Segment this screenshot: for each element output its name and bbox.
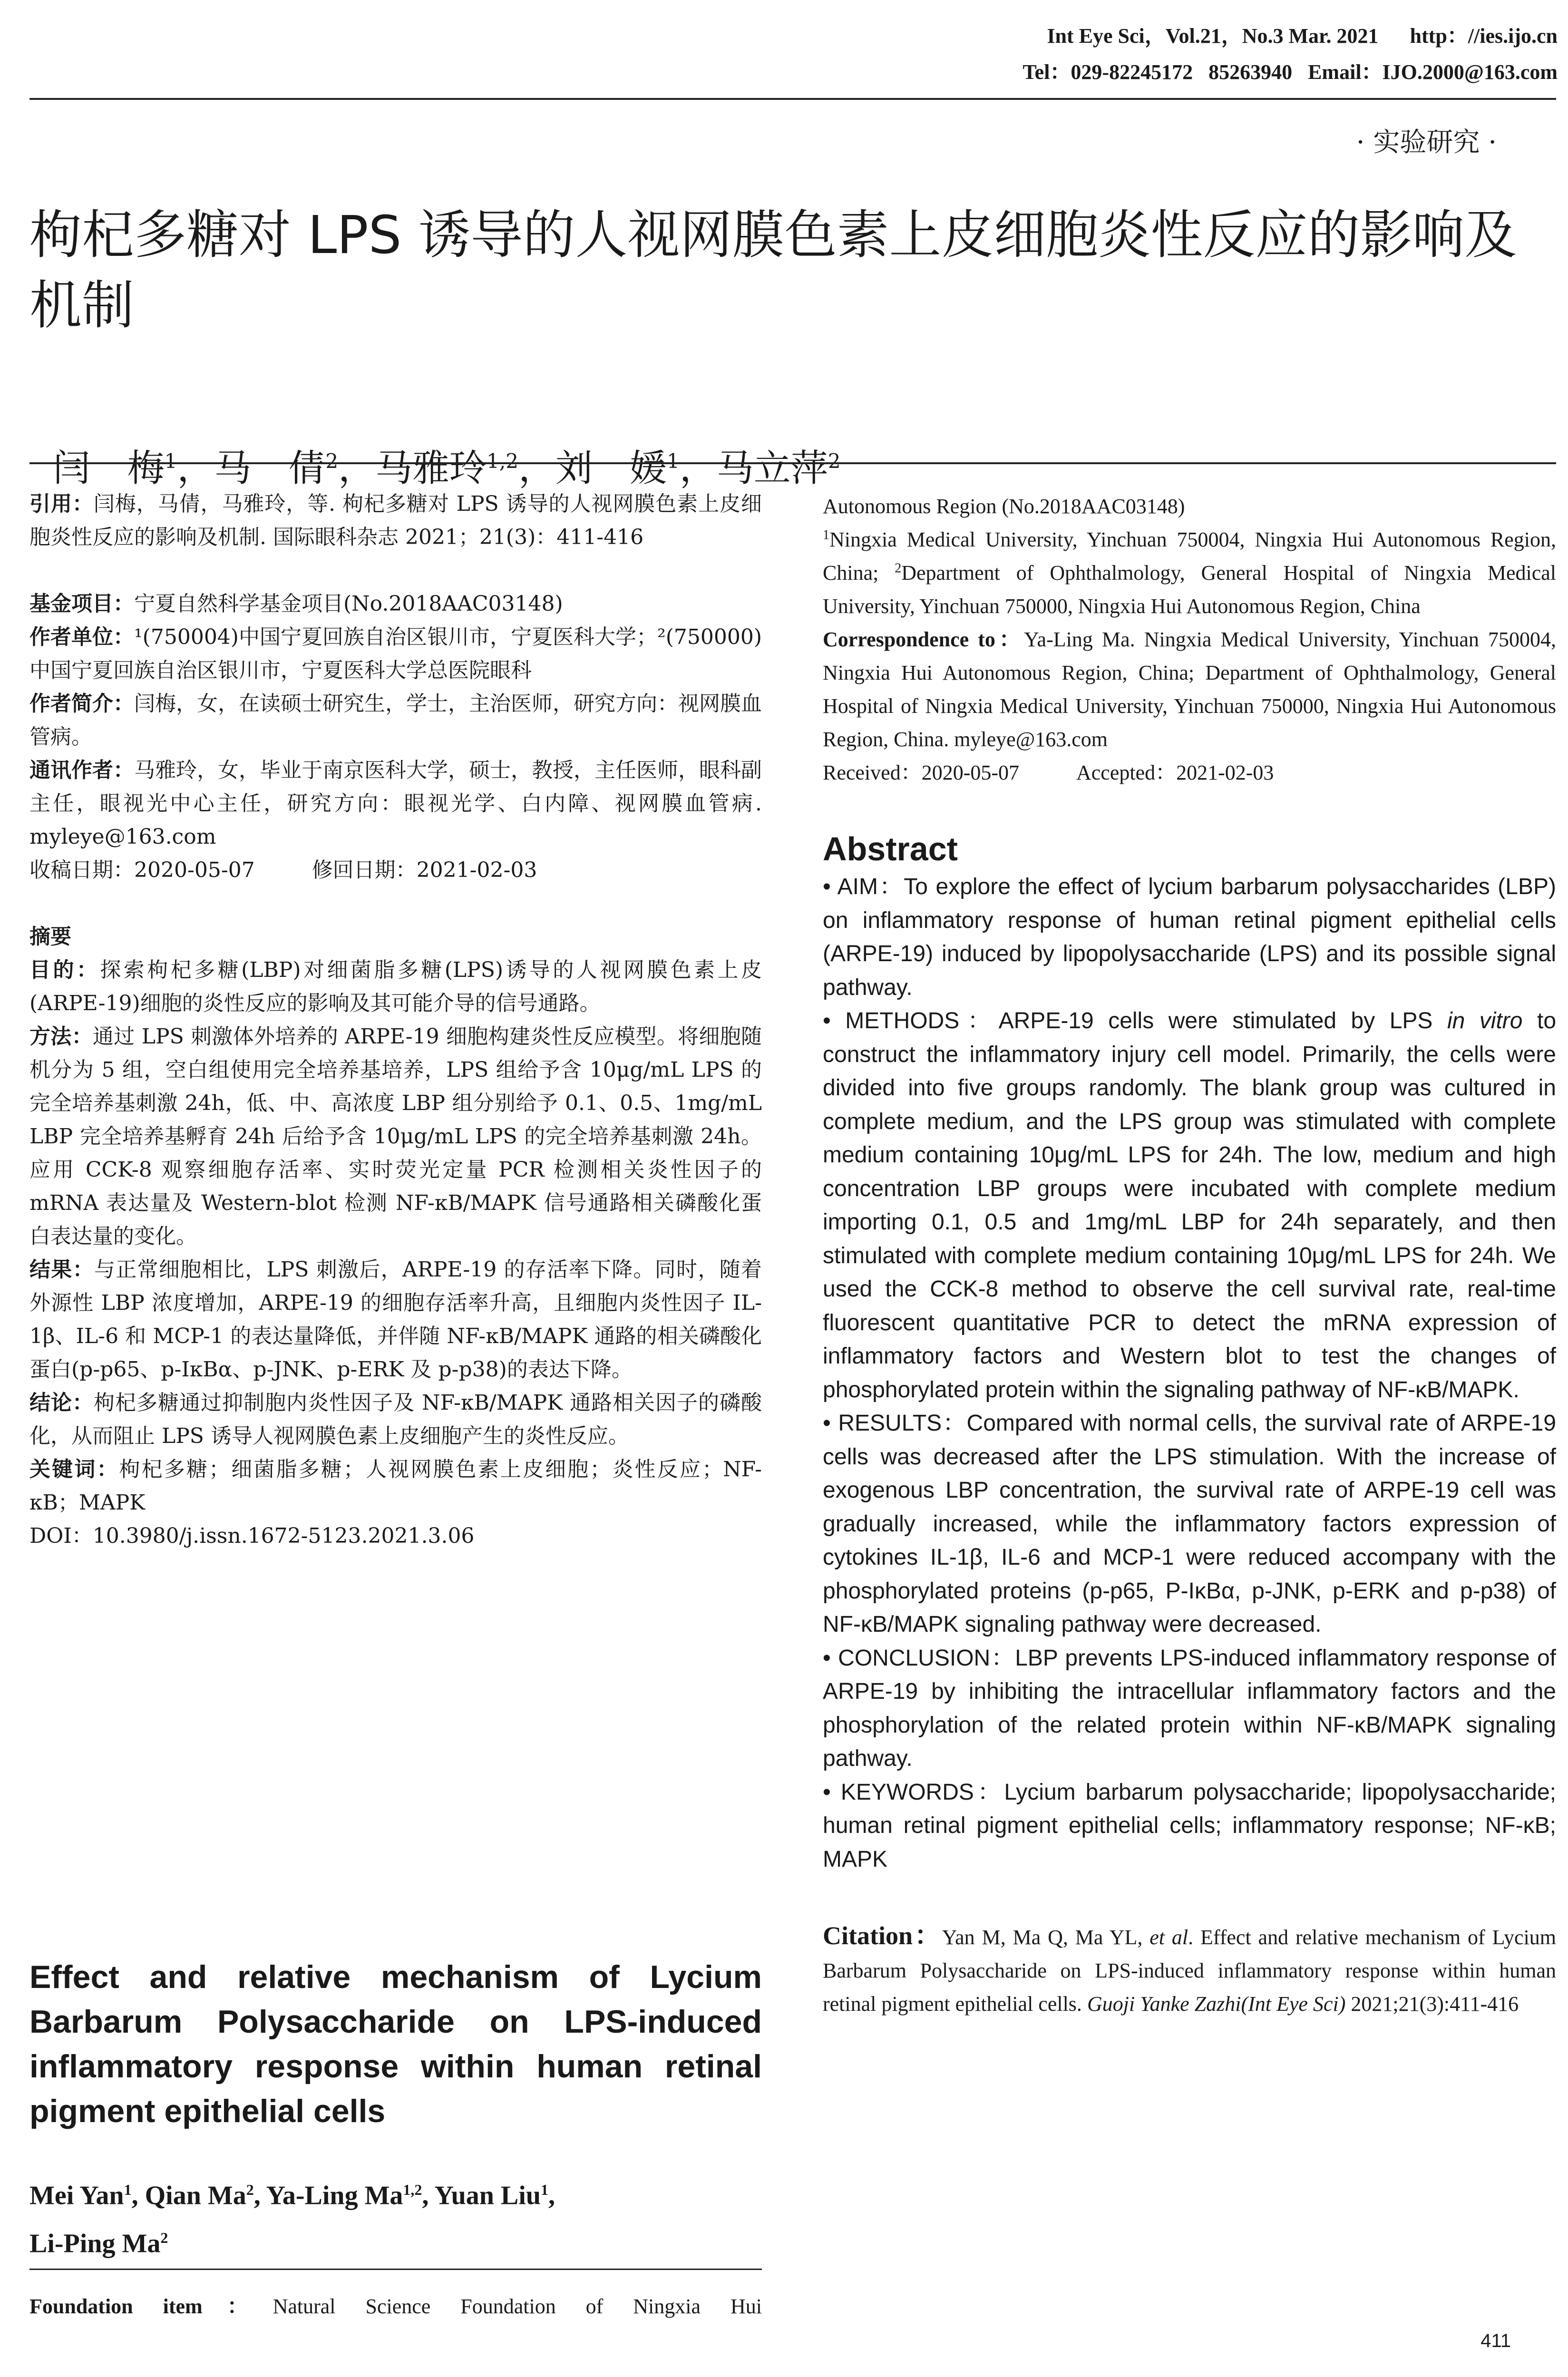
correspondence-en: Correspondence to：Ya-Ling Ma. Ningxia Medical University, Yinchuan 750004, Ningxia Hui Autonomous Region, China; Department of Ophthalmology, General Hospital of Ningxia Medical University, Yinchuan 750000, Ningxia Hui Autonomous Region, China. myleye@163.com: [823, 628, 1556, 751]
affiliations-en: $^1$Ningxia Medical University, Yinchuan 750004, Ningxia Hui Autonomous Region, China; $^2$Department of Ophthalmology, General Hospital of Ningxia Medical University, Yinchuan 750000, Ningxia Hui Autonomous Region, China: [823, 527, 1556, 618]
foundation-en: Foundation item：Natural Science Foundation of Ningxia Hui: [29, 2295, 762, 2318]
abstract-body-en: [823, 870, 1556, 1876]
citation-cn: 引用：闫梅，马倩，马雅玲，等. 枸杞多糖对 LPS 诱导的人视网膜色素上皮细胞炎性反应的影响及机制. 国际眼科杂志 2021；21(3)：411-416: [29, 492, 762, 549]
conclusion-cn: 结论：枸杞多糖通过抑制胞内炎性因子及 NF-κB/MAPK 通路相关因子的磷酸化，从而阻止 LPS 诱导人视网膜色素上皮细胞产生的炎性反应。: [29, 1391, 762, 1448]
journal-header-line2: Tel：029-82245172 85263940 Email：IJO.2000@163.com: [1023, 60, 1558, 84]
author-list-en: Mei Yan$^1$, Qian Ma$^2$, Ya-Ling Ma$^{1,2}$, Yuan Liu$^1$, Li-Ping Ma$^2$: [29, 2181, 555, 2259]
left-column: [29, 487, 762, 1553]
header-rule: [29, 98, 1556, 100]
author-cn: 刘 媛: [555, 447, 667, 490]
right-column: [823, 490, 1556, 2021]
keywords-cn: 关键词：枸杞多糖；细菌脂多糖；人视网膜色素上皮细胞；炎性反应；NF-κB；MAPK: [29, 1457, 762, 1515]
foundation-rule: [29, 2269, 762, 2270]
aim-cn: 目的：探索枸杞多糖(LBP)对细菌脂多糖(LPS)诱导的人视网膜色素上皮(ARPE-19)细胞的炎性反应的影响及其可能介导的信号通路。: [29, 958, 762, 1015]
section-label: · 实验研究 ·: [1356, 127, 1497, 158]
abstract-head-en: Abstract: [823, 830, 958, 867]
author-en: Yuan Liu: [434, 2181, 541, 2211]
dates-en: Received：2020-05-07 Accepted：2021-02-03: [823, 761, 1274, 784]
author-cn: 马雅玲: [375, 447, 487, 490]
page-number: 411: [1480, 2330, 1511, 2351]
methods-en: • METHODS：ARPE-19 cells were stimulated by LPS in vitro to construct the inflammatory injury cell model. Primarily, the cells were divided into five groups randomly. The blank group was cultured in complete medium, and the LPS group was stimulated with complete medium containing 10μg/mL LPS for 24h. The low, medium and high concentration LBP groups were incubated with complete medium importing 0.1, 0.5 and 1mg/mL LBP for 24h separately, and then stimulated with complete medium containing 10μg/mL LPS for 24h. We used the CCK-8 method to observe the cell survival rate, real-time fluorescent quantitative PCR to detect the mRNA expression of inflammatory factors and Western blot to test the changes of phosphorylated protein within the signaling pathway of NF-κB/MAPK.: [823, 1008, 1557, 1403]
corr-cn: 通讯作者：马雅玲，女，毕业于南京医科大学，硕士，教授，主任医师，眼科副主任，眼视光中心主任，研究方向：眼视光学、白内障、视网膜血管病. myleye@163.com: [29, 758, 762, 849]
results-cn: 结果：与正常细胞相比，LPS 刺激后，ARPE-19 的存活率下降。同时，随着外源性 LBP 浓度增加，ARPE-19 的细胞存活率升高，且细胞内炎性因子 IL-1β、IL-6 和 MCP-1 的表达量降低，并伴随 NF-κB/MAPK 通路的相关磷酸化蛋白(p-p65、p-IκBα、p-JNK、p-ERK 及 p-p38)的表达下降。: [29, 1257, 762, 1382]
conclusion-en: • CONCLUSION：LBP prevents LPS-induced inflammatory response of ARPE-19 by inhibiting the intracellular inflammatory factors and the phosphorylation of the related protein within NF-κB/MAPK signaling pathway.: [823, 1645, 1556, 1771]
author-en: Ya-Ling Ma: [266, 2181, 403, 2211]
citation-en: Citation：Yan M, Ma Q, Ma YL, et al. Effect and relative mechanism of Lycium Barbarum Polysaccharide on LPS-induced inflammatory response within human retinal pigment epithelial cells. Guoji Yanke Zazhi(Int Eye Sci) 2021;21(3):411-416: [823, 1921, 1557, 2016]
title-rule: [29, 462, 1556, 464]
author-en: Qian Ma: [145, 2181, 246, 2211]
abstract-head-cn: 摘要: [29, 925, 71, 949]
keywords-en: • KEYWORDS：Lycium barbarum polysaccharide; lipopolysaccharide; human retinal pigment epithelial cells; inflammatory response; NF-κB; MAPK: [823, 1779, 1556, 1872]
author-cn: 马立萍: [716, 447, 828, 490]
fund-cn: 基金项目：宁夏自然科学基金项目(No.2018AAC03148): [29, 592, 563, 616]
foundation-en-cont: Autonomous Region (No.2018AAC03148): [823, 495, 1185, 518]
author-cn: 马 倩: [214, 447, 326, 490]
page-title: 枸杞多糖对 LPS 诱导的人视网膜色素上皮细胞炎性反应的影响及机制: [29, 205, 1517, 336]
aim-en: • AIM：To explore the effect of lycium barbarum polysaccharides (LBP) on inflammatory response of human retinal pigment epithelial cells (ARPE-19) induced by lipopolysaccharide (LPS) and its possible signal pathway.: [823, 874, 1556, 1000]
author-en: Mei Yan: [29, 2181, 124, 2211]
dates-cn: 收稿日期：2020-05-07 修回日期：2021-02-03: [29, 858, 537, 882]
results-en: • RESULTS：Compared with normal cells, the survival rate of ARPE-19 cells was decreased after the LPS stimulation. With the increase of exogenous LBP concentration, the survival rate of ARPE-19 cell was gradually increased, while the inflammatory factors expression of cytokines IL-1β, IL-6 and MCP-1 were reduced accompany with the phosphorylated proteins (p-p65, P-IκBα, p-JNK, p-ERK and p-p38) of NF-κB/MAPK signaling pathway were decreased.: [823, 1411, 1556, 1637]
title-en: Effect and relative mechanism of Lycium Barbarum Polysaccharide on LPS-induced inflammatory response within human retinal pigment epithelial cells: [29, 1959, 762, 2129]
unit-cn: 作者单位：¹(750004)中国宁夏回族自治区银川市，宁夏医科大学；²(750000)中国宁夏回族自治区银川市，宁夏医科大学总医院眼科: [29, 625, 762, 682]
author-en: Li-Ping Ma: [29, 2229, 161, 2259]
doi: DOI：10.3980/j.issn.1672-5123.2021.3.06: [29, 1524, 475, 1548]
methods-cn: 方法：通过 LPS 刺激体外培养的 ARPE-19 细胞构建炎性反应模型。将细胞随机分为 5 组，空白组使用完全培养基培养，LPS 组给予含 10μg/mL LPS 的完全培养基刺激 24h，低、中、高浓度 LBP 组分别给予 0.1、0.5、1mg/mL LBP 完全培养基孵育 24h 后给予含 10μg/mL LPS 的完全培养基刺激 24h。应用 CCK-8 观察细胞存活率、实时荧光定量 PCR 检测相关炎性因子的 mRNA 表达量及 Western-blot 检测 NF-κB/MAPK 信号通路相关磷酸化蛋白表达量的变化。: [29, 1024, 762, 1248]
author-list-cn: 闫 梅$^1$，马 倩$^2$，马雅玲$^{1,2}$，刘 媛$^1$，马立萍$^2$: [53, 447, 841, 490]
journal-header-line1: Int Eye Sci，Vol.21，No.3 Mar. 2021 http：//ies.ijo.cn: [1047, 24, 1558, 48]
bio-cn: 作者简介：闫梅，女，在读硕士研究生，学士，主治医师，研究方向：视网膜血管病。: [29, 692, 762, 749]
author-cn: 闫 梅: [53, 447, 165, 490]
